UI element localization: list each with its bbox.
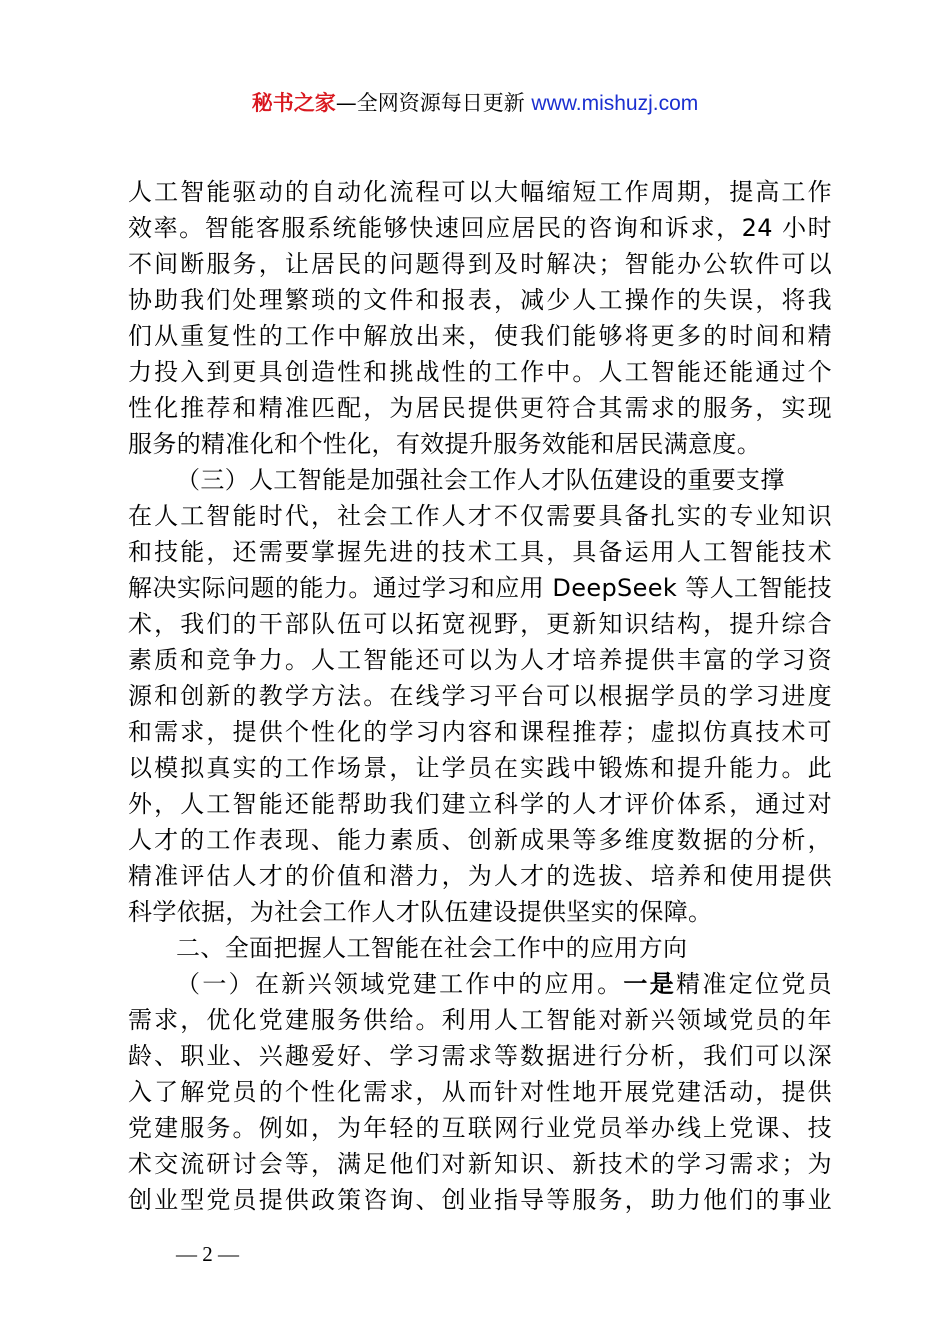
header-tagline: —全网资源每日更新 [335, 91, 532, 115]
section-heading-3: （三）人工智能是加强社会工作人才队伍建设的重要支撑 [176, 466, 785, 494]
body-line: 人才的工作表现、能力素质、创新成果等多维度数据的分析， [128, 826, 832, 854]
bold-lead-in: 一是 [623, 970, 677, 998]
body-line: 性化推荐和精准匹配，为居民提供更符合其需求的服务，实现 [128, 394, 832, 422]
body-line: 效率。智能客服系统能够快速回应居民的咨询和诉求，24 小时 [128, 214, 832, 242]
body-line: 精准评估人才的价值和潜力，为人才的选拔、培养和使用提供 [128, 862, 832, 890]
body-line: 外，人工智能还能帮助我们建立科学的人才评价体系，通过对 [128, 790, 832, 818]
body-line: 们从重复性的工作中解放出来，使我们能够将更多的时间和精 [128, 322, 832, 350]
body-line: 术交流研讨会等，满足他们对新知识、新技术的学习需求；为 [128, 1150, 832, 1178]
body-line: 党建服务。例如，为年轻的互联网行业党员举办线上党课、技 [128, 1114, 832, 1142]
chapter-heading-2: 二、全面把握人工智能在社会工作中的应用方向 [176, 934, 688, 962]
site-header [0, 88, 950, 119]
body-line: 龄、职业、兴趣爱好、学习需求等数据进行分析，我们可以深 [128, 1042, 832, 1070]
body-line: 和技能，还需要掌握先进的技术工具，具备运用人工智能技术 [128, 538, 832, 566]
document-body [128, 174, 832, 1218]
site-url-link[interactable]: www.mishuzj.com [531, 92, 699, 115]
body-line: 素质和竞争力。人工智能还可以为人才培养提供丰富的学习资 [128, 646, 832, 674]
body-line: 解决实际问题的能力。通过学习和应用 DeepSeek 等人工智能技 [128, 574, 832, 602]
body-line: 科学依据，为社会工作人才队伍建设提供坚实的保障。 [128, 898, 713, 926]
body-line: 源和创新的教学方法。在线学习平台可以根据学员的学习进度 [128, 682, 832, 710]
body-line: 入了解党员的个性化需求，从而针对性地开展党建活动，提供 [128, 1078, 832, 1106]
subsection-heading-1: （一）在新兴领域党建工作中的应用。 [176, 970, 624, 998]
body-line: 在人工智能时代，社会工作人才不仅需要具备扎实的专业知识 [128, 502, 832, 530]
body-line: 协助我们处理繁琐的文件和报表，减少人工操作的失误，将我 [128, 286, 832, 314]
paragraph-one-first-line [128, 966, 832, 1002]
body-line: 创业型党员提供政策咨询、创业指导等服务，助力他们的事业 [128, 1186, 832, 1214]
body-line: 力投入到更具创造性和挑战性的工作中。人工智能还能通过个 [128, 358, 832, 386]
paragraph-text: 精准定位党员 [676, 970, 832, 998]
body-line: 不间断服务，让居民的问题得到及时解决；智能办公软件可以 [128, 250, 832, 278]
brand-name: 秘书之家 [251, 91, 336, 115]
body-line: 人工智能驱动的自动化流程可以大幅缩短工作周期，提高工作 [128, 178, 832, 206]
body-line: 术，我们的干部队伍可以拓宽视野，更新知识结构，提升综合 [128, 610, 832, 638]
page-number: — 2 — [176, 1242, 239, 1266]
body-line: 服务的精准化和个性化，有效提升服务效能和居民满意度。 [128, 430, 762, 458]
body-line: 需求，优化党建服务供给。利用人工智能对新兴领域党员的年 [128, 1006, 832, 1034]
body-line: 和需求，提供个性化的学习内容和课程推荐；虚拟仿真技术可 [128, 718, 832, 746]
body-line: 以模拟真实的工作场景，让学员在实践中锻炼和提升能力。此 [128, 754, 832, 782]
